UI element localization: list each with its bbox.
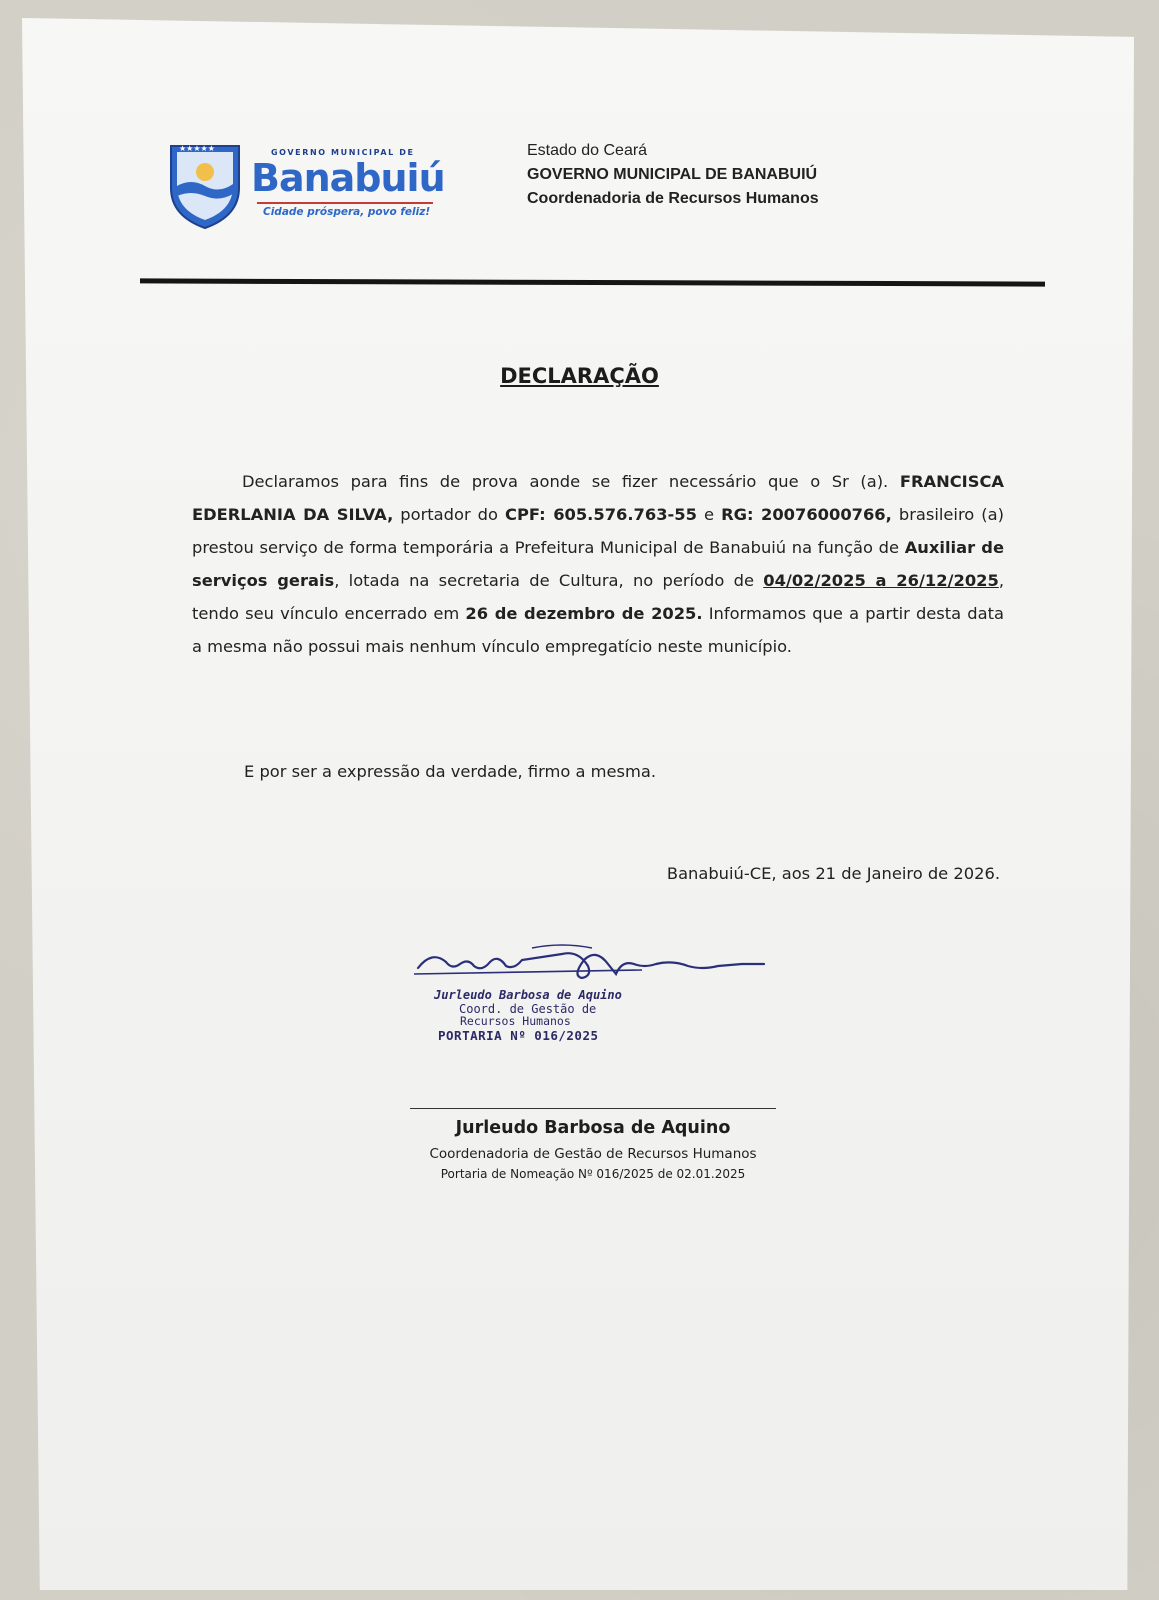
stamp-portaria: PORTARIA Nº 016/2025 xyxy=(438,1028,599,1043)
job-role: Auxiliar de serviços gerais xyxy=(192,538,1004,590)
municipal-logo xyxy=(165,138,445,230)
service-period: 04/02/2025 a 26/12/2025 xyxy=(763,571,999,590)
document-sheet xyxy=(22,18,1134,1590)
logo-top-label: GOVERNO MUNICIPAL DE xyxy=(271,148,415,157)
rg-number: RG: 20076000766, xyxy=(721,505,892,524)
body-text: Informamos que a partir desta data a mesma não possui mais nenhum vínculo empregatício neste município. xyxy=(192,604,1004,656)
signatory-name: Jurleudo Barbosa de Aquino xyxy=(455,1118,731,1138)
crest-icon xyxy=(165,138,245,230)
document-title: DECLARAÇÃO xyxy=(500,364,659,388)
body-text: Declaramos para fins de prova aonde se fizer necessário que o Sr (a). xyxy=(242,472,900,491)
stamp-role-line-1: Coord. de Gestão de xyxy=(459,1002,597,1016)
logo-name: Banabuiú xyxy=(251,156,445,200)
logo-underline xyxy=(257,202,433,204)
declaration-body xyxy=(192,465,1004,663)
place-and-date: Banabuiú-CE, aos 21 de Janeiro de 2026. xyxy=(666,864,1000,883)
signatory-role: Coordenadoria de Gestão de Recursos Humanos xyxy=(429,1146,757,1162)
body-text: brasileiro (a) prestou serviço de forma temporária a Prefeitura Municipal de Banabuiú na função de xyxy=(192,505,1004,557)
signatory-portaria: Portaria de Nomeação Nº 016/2025 de 02.01.2025 xyxy=(440,1167,746,1181)
department-name: Coordenadoria de Recursos Humanos xyxy=(527,190,819,207)
official-stamp xyxy=(412,940,792,1060)
logo-slogan: Cidade próspera, povo feliz! xyxy=(263,206,431,218)
state-name: Estado do Ceará xyxy=(527,142,648,159)
cpf-number: CPF: 605.576.763-55 xyxy=(505,505,697,524)
body-text: e xyxy=(696,505,722,524)
svg-text:★★★★★: ★★★★★ xyxy=(179,144,215,153)
stamp-name: Jurleudo Barbosa de Aquino xyxy=(434,988,622,1002)
employee-name: FRANCISCA EDERLANIA DA SILVA, xyxy=(192,472,1004,524)
government-name: GOVERNO MUNICIPAL DE BANABUIÚ xyxy=(527,166,818,183)
stamp-role-line-2: Recursos Humanos xyxy=(460,1014,571,1028)
closing-statement: E por ser a expressão da verdade, firmo a mesma. xyxy=(244,762,657,781)
body-text: portador do xyxy=(393,505,506,524)
body-text: , lotada na secretaria de Cultura, no período de xyxy=(334,571,764,590)
letterhead xyxy=(527,139,819,211)
end-date: 26 de dezembro de 2025. xyxy=(465,604,703,623)
signature-line xyxy=(410,1108,776,1109)
body-text: , tendo seu vínculo encerrado em xyxy=(192,571,1004,623)
